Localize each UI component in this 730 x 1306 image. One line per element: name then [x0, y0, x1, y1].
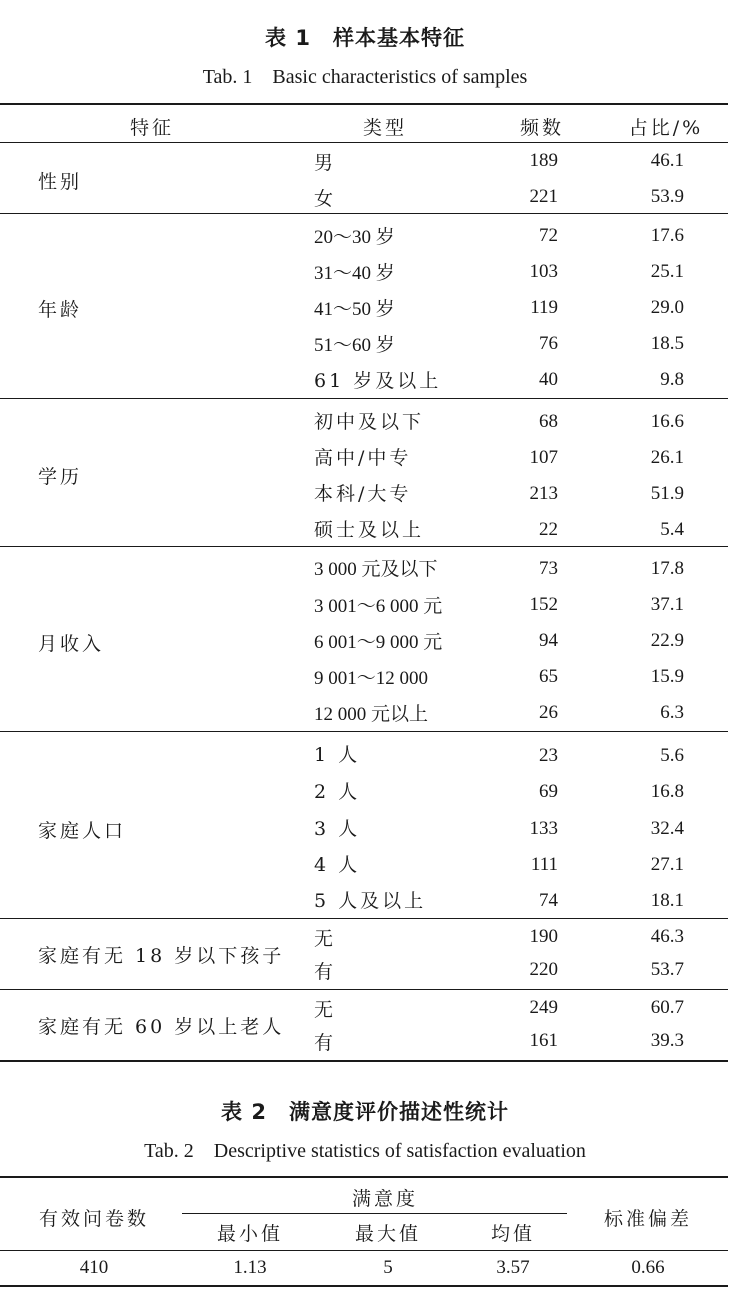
table2-cell-mean: 3.57 — [496, 1257, 530, 1278]
group-label: 家庭人口 — [38, 820, 127, 842]
cell-percent: 17.8 — [650, 558, 684, 579]
table1-top-rule — [0, 103, 728, 105]
cell-type: 3 001～6 000 元 — [314, 596, 443, 617]
cell-type: 61 岁及以上 — [314, 370, 442, 392]
table2-cell-sd: 0.66 — [631, 1257, 665, 1278]
cell-percent: 25.1 — [650, 261, 684, 282]
table1-header-percent: 占比/% — [628, 117, 704, 139]
table1-header-rule — [0, 142, 728, 143]
cell-frequency: 65 — [539, 666, 558, 687]
group-label: 家庭有无 60 岁以上老人 — [38, 1016, 285, 1038]
cell-type: 3 000 元及以下 — [314, 559, 438, 580]
cell-percent: 51.9 — [650, 483, 684, 504]
cell-frequency: 76 — [539, 333, 558, 354]
cell-percent: 16.8 — [650, 781, 684, 802]
cell-percent: 37.1 — [650, 594, 684, 615]
table1-header-feature: 特征 — [129, 117, 174, 139]
cell-type: 2 人 — [314, 781, 361, 803]
cell-type: 女 — [314, 188, 337, 210]
table1-title-cn: 表 1 样本基本特征 — [265, 26, 465, 50]
cell-frequency: 94 — [539, 630, 558, 651]
cell-type: 9 001～12 000 — [314, 668, 429, 689]
cell-frequency: 249 — [529, 997, 558, 1018]
cell-type: 无 — [314, 928, 337, 950]
table2-top-rule — [0, 1176, 728, 1178]
cell-frequency: 133 — [529, 818, 558, 839]
table1-group-age — [0, 216, 730, 396]
cell-type: 5 人及以上 — [314, 890, 427, 912]
cell-type: 51～60 岁 — [314, 335, 395, 356]
cell-percent: 27.1 — [650, 854, 684, 875]
table2-title-en: Tab. 2 Descriptive statistics of satisfaction evaluation — [144, 1140, 586, 1162]
cell-frequency: 73 — [539, 558, 558, 579]
cell-percent: 5.4 — [660, 519, 684, 540]
table2-header-mean: 均值 — [490, 1223, 535, 1245]
cell-percent: 18.1 — [650, 890, 684, 911]
table1-group-rule — [0, 398, 728, 399]
cell-frequency: 152 — [529, 594, 558, 615]
cell-percent: 32.4 — [650, 818, 684, 839]
cell-frequency: 189 — [529, 150, 558, 171]
cell-type: 有 — [314, 1032, 337, 1054]
table1-group-education — [0, 401, 730, 544]
cell-percent: 29.0 — [650, 297, 684, 318]
table2-header-satisfaction: 满意度 — [351, 1188, 418, 1210]
cell-percent: 9.8 — [660, 369, 684, 390]
cell-type: 初中及以下 — [314, 411, 425, 433]
table2-header-max: 最大值 — [354, 1223, 421, 1245]
table2-cell-min: 1.13 — [233, 1257, 267, 1278]
table1-group-household-size — [0, 734, 730, 916]
group-label: 年龄 — [38, 299, 83, 321]
cell-type: 本科/大专 — [314, 483, 412, 505]
cell-frequency: 161 — [529, 1030, 558, 1051]
cell-percent: 22.9 — [650, 630, 684, 651]
group-label: 性别 — [38, 171, 83, 193]
cell-frequency: 23 — [539, 745, 558, 766]
table1-group-rule — [0, 546, 728, 547]
table1-group-children — [0, 921, 730, 987]
table1-group-rule — [0, 989, 728, 990]
cell-percent: 5.6 — [660, 745, 684, 766]
table2-span-rule — [182, 1213, 567, 1214]
cell-frequency: 119 — [530, 297, 558, 318]
cell-type: 1 人 — [314, 744, 361, 766]
table1-title-en: Tab. 1 Basic characteristics of samples — [202, 66, 528, 88]
table1-group-gender — [0, 145, 730, 213]
cell-type: 4 人 — [314, 854, 361, 876]
cell-percent: 53.9 — [650, 186, 684, 207]
cell-type: 31～40 岁 — [314, 263, 395, 284]
cell-type: 高中/中专 — [314, 447, 412, 469]
cell-type: 3 人 — [314, 818, 361, 840]
cell-frequency: 111 — [530, 854, 558, 875]
cell-percent: 46.1 — [650, 150, 684, 171]
cell-frequency: 190 — [529, 926, 558, 947]
cell-frequency: 103 — [529, 261, 558, 282]
table2-header-min: 最小值 — [216, 1223, 283, 1245]
cell-percent: 15.9 — [650, 666, 684, 687]
cell-frequency: 26 — [539, 702, 558, 723]
cell-percent: 18.5 — [650, 333, 684, 354]
cell-type: 无 — [314, 999, 337, 1021]
table1-bottom-rule — [0, 1060, 728, 1062]
cell-type: 硕士及以上 — [314, 519, 425, 541]
cell-percent: 16.6 — [650, 411, 684, 432]
table1-header-type: 类型 — [362, 117, 407, 139]
table2-header-sd: 标准偏差 — [603, 1208, 692, 1230]
cell-frequency: 69 — [539, 781, 558, 802]
table1-group-rule — [0, 213, 728, 214]
cell-frequency: 72 — [539, 225, 558, 246]
table2-bottom-rule — [0, 1285, 728, 1287]
cell-percent: 53.7 — [650, 959, 684, 980]
cell-frequency: 221 — [529, 186, 558, 207]
table1-group-rule — [0, 918, 728, 919]
cell-frequency: 40 — [539, 369, 558, 390]
cell-type: 男 — [314, 152, 337, 174]
cell-percent: 46.3 — [650, 926, 684, 947]
table2-cell-valid: 410 — [79, 1257, 109, 1278]
cell-type: 有 — [314, 961, 337, 983]
table2-cell-max: 5 — [383, 1257, 393, 1278]
table2-title-cn: 表 2 满意度评价描述性统计 — [221, 1100, 509, 1124]
cell-frequency: 74 — [539, 890, 558, 911]
cell-frequency: 220 — [529, 959, 558, 980]
table2-header-valid: 有效问卷数 — [38, 1208, 149, 1230]
cell-frequency: 22 — [539, 519, 558, 540]
cell-type: 12 000 元以上 — [314, 704, 429, 725]
table1-group-income — [0, 549, 730, 729]
cell-percent: 6.3 — [660, 702, 684, 723]
table1-header-frequency: 频数 — [519, 117, 564, 139]
cell-type: 6 001～9 000 元 — [314, 632, 443, 653]
cell-frequency: 107 — [529, 447, 558, 468]
table1-group-elderly — [0, 992, 730, 1058]
cell-type: 41～50 岁 — [314, 299, 395, 320]
group-label: 月收入 — [38, 633, 105, 655]
table2-header-rule — [0, 1250, 728, 1251]
cell-percent: 26.1 — [650, 447, 684, 468]
cell-frequency: 68 — [539, 411, 558, 432]
cell-percent: 39.3 — [650, 1030, 684, 1051]
cell-percent: 17.6 — [650, 225, 684, 246]
table1-group-rule — [0, 731, 728, 732]
cell-frequency: 213 — [529, 483, 558, 504]
group-label: 学历 — [38, 466, 83, 488]
cell-percent: 60.7 — [650, 997, 684, 1018]
cell-type: 20～30 岁 — [314, 227, 395, 248]
group-label: 家庭有无 18 岁以下孩子 — [38, 945, 285, 967]
